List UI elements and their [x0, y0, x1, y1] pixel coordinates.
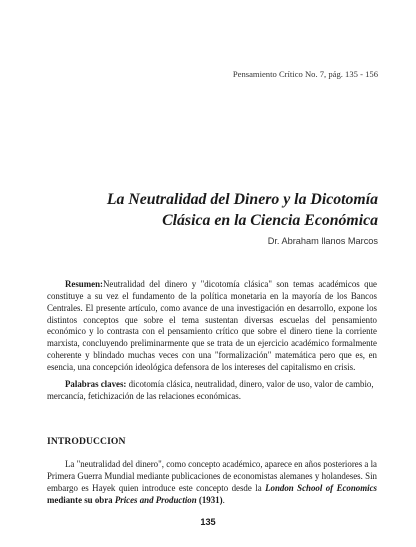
article-title-line-1: La Neutralidad del Dinero y la Dicotomía	[106, 191, 378, 208]
article-title-line-2: Clásica en la Ciencia Económica	[162, 212, 378, 229]
abstract-paragraph	[47, 279, 377, 374]
keywords-text: dicotomía clásica, neutralidad, dinero, valor de uso, valor de cambio, mercancía, fetichización de las relaciones económicas.	[47, 379, 374, 401]
abstract-label: Resumen:	[65, 279, 103, 289]
keywords-paragraph	[47, 379, 377, 403]
institution-name: London School of Economics	[265, 482, 377, 493]
keywords-label: Palabras claves:	[65, 379, 127, 389]
introduction-text-part-2: mediante su obra	[47, 494, 115, 505]
page-number: 135	[200, 517, 216, 527]
journal-reference: Pensamiento Crítico No. 7, pág. 135 - 156	[232, 69, 378, 79]
introduction-paragraph	[47, 459, 377, 506]
work-year: (1931)	[196, 494, 223, 505]
article-title	[18, 189, 378, 231]
abstract-text: Neutralidad del dinero y "dicotomía clásica" son temas académicos que constituye a su vez el fundamento de la política monetaria en la mayoría de los Bancos Centrales. El presente artículo, como avance de una investigación en desarrollo, expone los distintos conceptos que sobre el tema sustentan diversas escuelas del pensamiento económico y lo contrasta con el pensamiento crítico que sobre el dinero tiene la corriente marxista, concluyendo preliminarmente que se trata de un ejercicio académico formalmente coherente y blindado muchas veces con una "formalización" matemática pero que es, en esencia, una concepción ideológica defensora de los intereses del capitalismo en crisis.	[47, 279, 377, 372]
introduction-text-part-1: La "neutralidad del dinero", como concepto académico, aparece en años posteriores a la Primera Guerra Mundial mediante publicaciones de economistas alemanes y holandeses. Sin embargo es Hayek quien introduce este concepto desde la	[47, 459, 377, 493]
article-author: Dr. Abraham llanos Marcos	[267, 236, 378, 246]
introduction-text-end: .	[222, 494, 225, 505]
section-heading-introduction: INTRODUCCION	[47, 436, 126, 447]
work-title: Prices and Production	[114, 494, 197, 505]
